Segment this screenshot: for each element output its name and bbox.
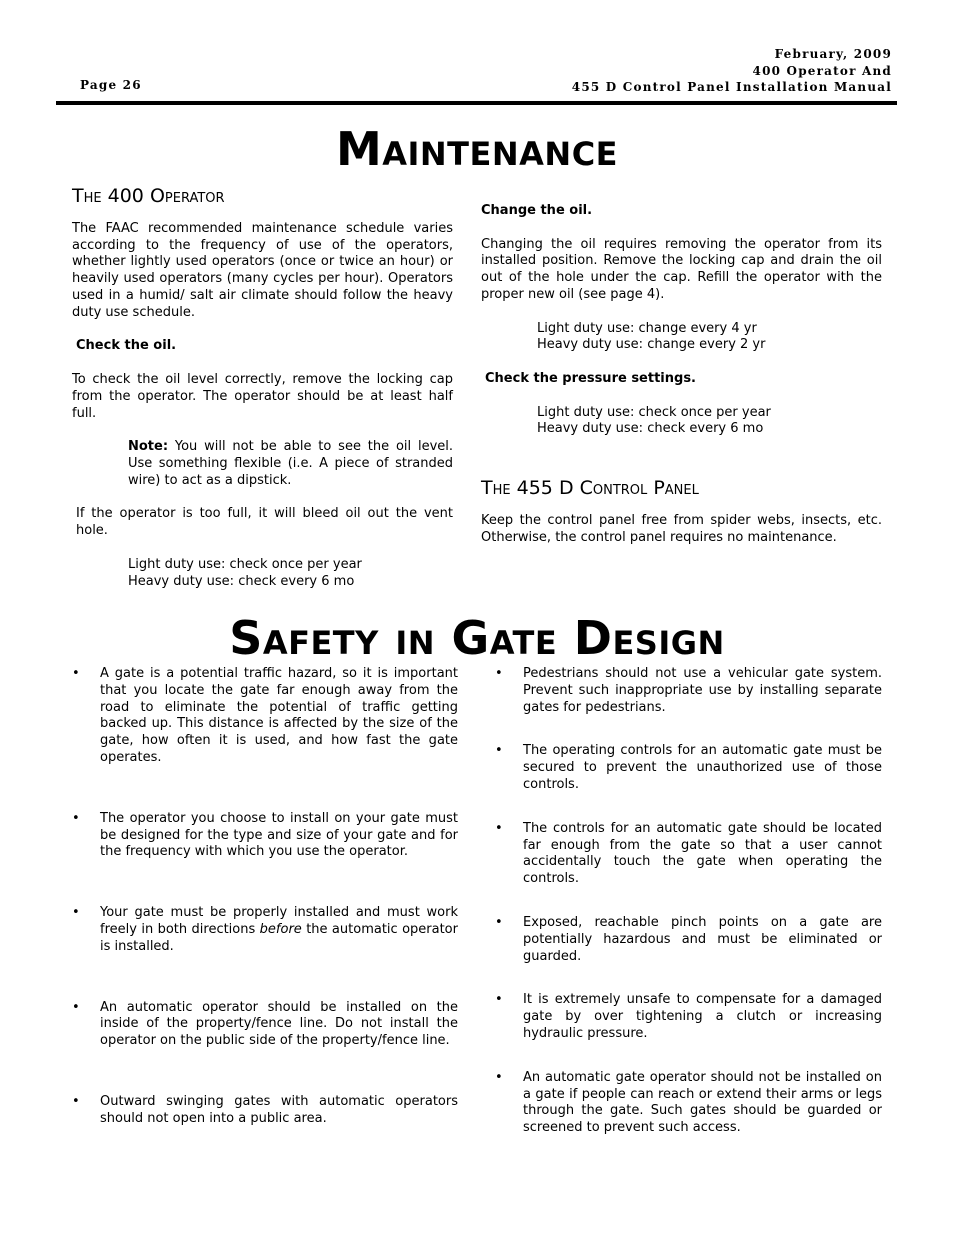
page-number: Page 26 (80, 78, 142, 92)
bullet-icon: • (72, 905, 80, 921)
overfull-text: If the operator is too full, it will bleed oil out the vent hole. (76, 506, 453, 539)
list-item: • The controls for an automatic gate should be located far enough from the gate so that a user cannot accidentally touch the gate when operating the controls. (495, 820, 882, 887)
pressure-light-duty: Light duty use: check once per year (537, 404, 771, 420)
oil-change-heavy-duty: Heavy duty use: change every 2 yr (537, 337, 766, 353)
dipstick-note (128, 439, 453, 489)
list-item: • The operator you choose to install on your gate must be designed for the type and size of your gate and for the frequency with which you use the operator. (72, 810, 458, 860)
bullet-icon: • (72, 666, 80, 681)
bullet-icon: • (495, 820, 503, 836)
bullet-icon: • (495, 743, 503, 759)
safety-list-right (495, 666, 882, 1137)
note-label: Note: (128, 439, 169, 455)
note-text: You will not be able to see the oil level. Use something flexible (i.e. A piece of stranded wire) to act as a dipstick. (128, 439, 454, 488)
list-item: • It is extremely unsafe to compensate for a damaged gate by over tightening a clutch or increasing hydraulic pressure. (495, 992, 882, 1041)
header-rule (56, 101, 897, 105)
change-oil-heading: Change the oil. (481, 203, 593, 218)
list-item: • A gate is a potential traffic hazard, so it is important that you locate the gate far enough away from the road to eliminate the potential of traffic getting backed up. This distance is affected by the size of the gate, how often it is used, and how fast the gate operates. (72, 666, 458, 765)
oil-check-light-duty: Light duty use: check once per year (128, 556, 362, 572)
list-item: • Exposed, reachable pinch points on a gate are potentially hazardous and must be eliminated or guarded. (495, 914, 882, 964)
pressure-schedule (537, 405, 882, 439)
maintenance-left-column (72, 185, 454, 590)
header-manual-line-2: 455 D Control Panel Installation Manual (571, 80, 892, 94)
safety-right-column (495, 666, 882, 1137)
oil-check-schedule (128, 557, 453, 591)
bullet-icon: • (495, 992, 503, 1008)
oil-change-schedule (537, 321, 882, 355)
oil-check-heavy-duty: Heavy duty use: check every 6 mo (128, 573, 355, 589)
list-item: • Pedestrians should not use a vehicular gate system. Prevent such inappropriate use by installing separate gates for pedestrians. (495, 666, 882, 715)
maintenance-intro: The FAAC recommended maintenance schedule varies according to the frequency of use of the operators, whether lightly used operators (once or twice an hour) or heavily used operators (many cycles per hour). Operators used in a humid/ salt air climate should follow the heavy duty use schedule. (72, 220, 453, 320)
oil-change-light-duty: Light duty use: change every 4 yr (537, 320, 757, 336)
list-item: • An automatic gate operator should not be installed on a gate if people can reach or extend their arms or legs through the gate. Such gates should be guarded or screened to prevent such access. (495, 1069, 882, 1136)
panel-maintenance-text: Keep the control panel free from spider webs, insects, etc. Otherwise, the control panel requires no maintenance. (481, 512, 882, 545)
bullet-icon: • (495, 1069, 503, 1085)
bullet-icon: • (495, 666, 503, 681)
list-item: • Outward swinging gates with automatic operators should not open into a public area. (72, 1093, 458, 1126)
bullet-icon: • (72, 999, 80, 1015)
pressure-heading: Check the pressure settings. (485, 370, 696, 386)
maintenance-right-column (481, 203, 882, 563)
section-heading-400-operator: The 400 Operator (72, 185, 225, 207)
bullet-icon: • (495, 914, 503, 930)
safety-list-left (72, 666, 458, 1128)
change-oil-text: Changing the oil requires removing the operator from its installed position. Remove the locking cap and drain the oil out of the hole under the cap. Refill the operator with the proper new oil (see page 4). (481, 236, 882, 302)
bullet-icon: • (72, 810, 80, 826)
pressure-heavy-duty: Heavy duty use: check every 6 mo (537, 421, 764, 437)
header-manual-line-1: 400 Operator And (752, 63, 892, 78)
list-item: • An automatic operator should be installed on the inside of the property/fence line. Do not install the operator on the public side of the property/fence line. (72, 999, 458, 1049)
maintenance-title: Maintenance (335, 122, 619, 176)
running-header (572, 46, 892, 96)
safety-left-column (72, 666, 458, 1128)
check-oil-text: To check the oil level correctly, remove the locking cap from the operator. The operator should be at least half full. (72, 371, 453, 421)
header-date: February, 2009 (774, 47, 892, 61)
list-item: • The operating controls for an automatic gate must be secured to prevent the unauthorized use of those controls. (495, 743, 882, 792)
bullet-icon: • (72, 1093, 80, 1109)
list-item: • Your gate must be properly installed and must work freely in both directions before the automatic operator is installed. (72, 905, 458, 954)
safety-title: Safety in Gate Design (229, 611, 725, 665)
check-oil-heading: Check the oil. (76, 338, 177, 354)
section-heading-455-panel: The 455 D Control Panel (481, 477, 699, 500)
